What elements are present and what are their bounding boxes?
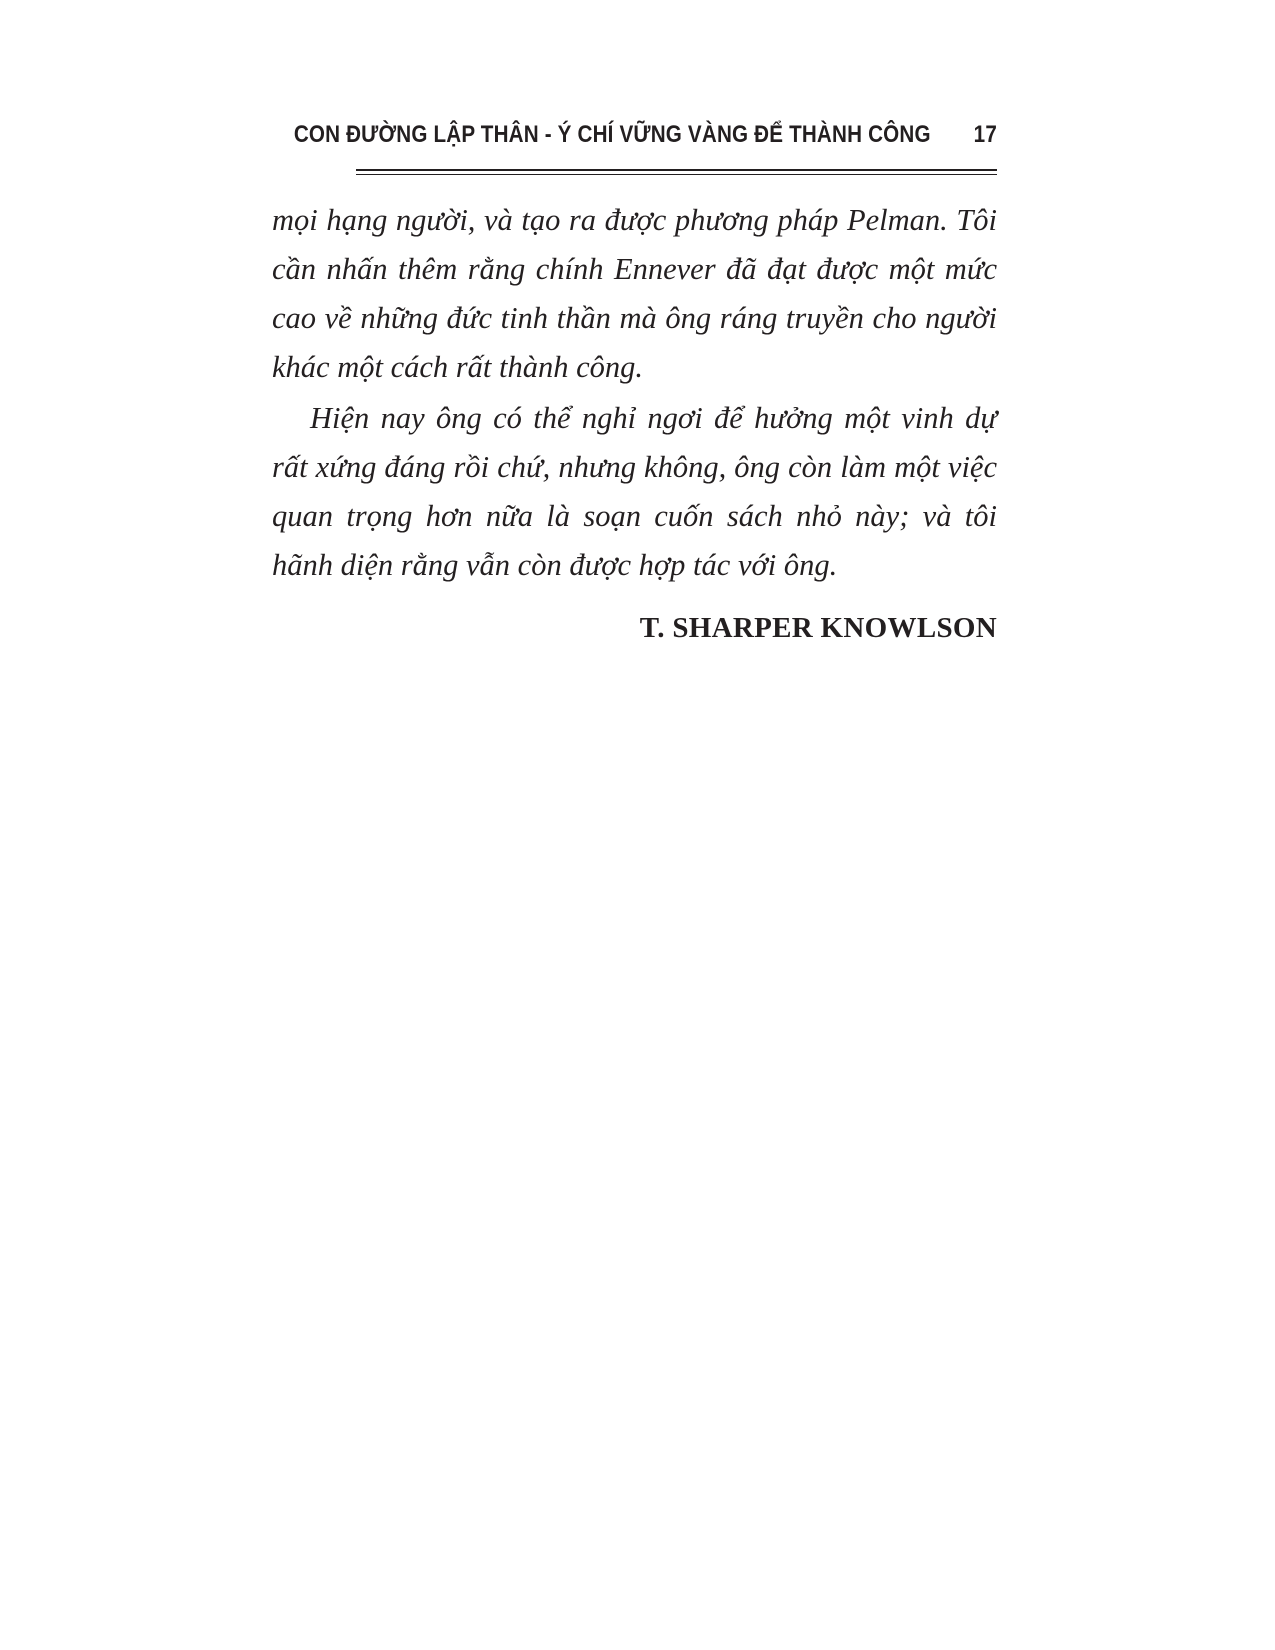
- book-title: CON ĐƯỜNG LẬP THÂN - Ý CHÍ VỮNG VÀNG ĐỂ THÀNH CÔNG: [293, 121, 931, 148]
- paragraph: mọi hạng người, và tạo ra được phương pháp Pelman. Tôi cần nhấn thêm rằng chính Ennever đã đạt được một mức cao về những đức tinh thần mà ông ráng truyền cho người khác một cách rất thành công.: [272, 203, 997, 384]
- header-rule-thin: [356, 174, 997, 175]
- paragraph: Hiện nay ông có thể nghỉ ngơi để hưởng một vinh dự rất xứng đáng rồi chứ, nhưng không, ông còn làm một việc quan trọng hơn nữa là soạn cuốn sách nhỏ này; và tôi hãnh diện rằng vẫn còn được hợp tác với ông.: [272, 401, 997, 582]
- body-text: [272, 196, 997, 590]
- page-number: 17: [973, 121, 997, 148]
- author-signature: T. SHARPER KNOWLSON: [639, 612, 997, 644]
- header-rule-thick: [356, 169, 997, 171]
- running-header: [293, 116, 997, 154]
